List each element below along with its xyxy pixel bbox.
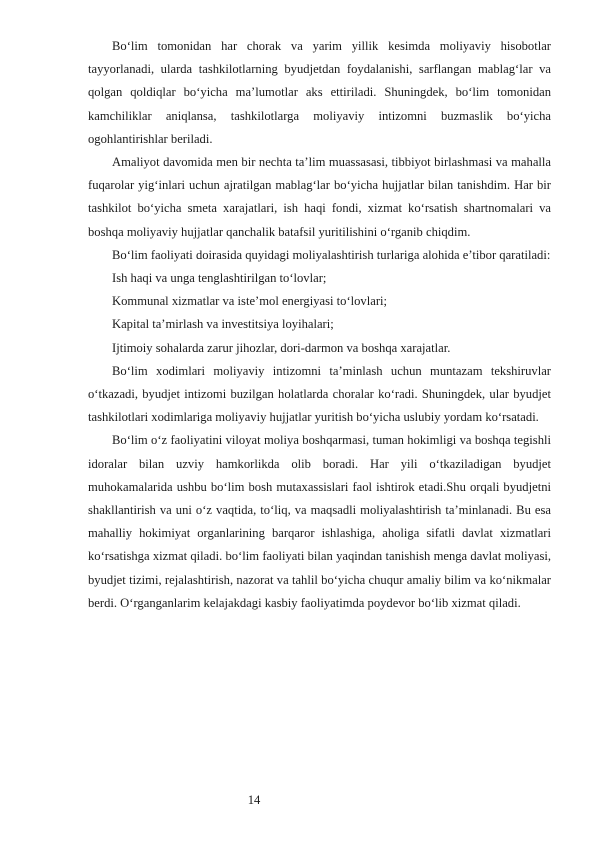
list-item-salary: Ish haqi va unga tenglashtirilgan to‘lovlar; <box>112 271 327 286</box>
paragraph-staff-inspections: Bo‘lim xodimlari moliyaviy intizomni ta’minlash uchun muntazam tekshiruvlar o‘tkazadi, byudjet intizomi buzilgan holatlarda choralar ko‘radi. Shuningdek, ular byudjet tashkilotlari xodimlariga moliyaviy hujjatlar yuritish bo‘yicha uslubiy yordam ko‘rsatadi. <box>88 363 551 425</box>
paragraph-reports: Bo‘lim tomonidan har chorak va yarim yillik kesimda moliyaviy hisobotlar tayyorlanadi, ularda tashkilotlarning byudjetdan foydalanishi, sarflangan mablag‘lar va qolgan qoldiqlar bo‘yicha ma’lumotlar aks ettiriladi. Shuningdek, bo‘lim tomonidan kamchiliklar aniqlansa, tashkilotlarga moliyaviy intizomni buzmaslik bo‘yicha ogohlantirishlar beriladi. <box>88 39 551 146</box>
paragraph-cooperation: Bo‘lim o‘z faoliyatini viloyat moliya boshqarmasi, tuman hokimligi va boshqa tegishli idoralar bilan uzviy hamkorlikda olib boradi. Har yili o‘tkaziladigan byudjet muhokamalarida ushbu bo‘lim bosh mutaxassislari faol ishtirok etadi.Shu orqali byudjetni shakllantirish va uni o‘z vaqtida, to‘liq, va maqsadli moliyalashtirish ta’minlanadi. Bu esa mahalliy hokimiyat organlarining barqaror ishlashiga, aholiga sifatli davlat xizmatlari ko‘rsatishga xizmat qiladi. bo‘lim faoliyati bilan yaqindan tanishish menga davlat moliyasi, byudjet tizimi, rejalashtirish, nazorat va tahlil bo‘yicha chuqur amaliy bilim va ko‘nikmalar berdi. O‘rganganlarim kelajakdagi kasbiy faoliyatimda poydevor bo‘lib xizmat qiladi. <box>88 433 551 610</box>
list-item-capital-repair: Kapital ta’mirlash va investitsiya loyihalari; <box>112 317 334 332</box>
list-item-utilities: Kommunal xizmatlar va iste’mol energiyasi to‘lovlari; <box>112 294 388 309</box>
document-body <box>88 35 551 615</box>
page-number: 14 <box>247 793 261 807</box>
list-item-social-expenses: Ijtimoiy sohalarda zarur jihozlar, dori-darmon va boshqa xarajatlar. <box>112 340 451 355</box>
paragraph-practice: Amaliyot davomida men bir nechta ta’lim muassasasi, tibbiyot birlashmasi va mahalla fuqarolar yig‘inlari uchun ajratilgan mablag‘lar bo‘yicha hujjatlar bilan tanishdim. Har bir tashkilot bo‘yicha smeta xarajatlari, ish haqi fondi, xizmat ko‘rsatish shartnomalari va boshqa moliyaviy hujjatlar qanchalik batafsil yuritilishini o‘rganib chiqdim. <box>88 155 551 239</box>
paragraph-financing-types-intro: Bo‘lim faoliyati doirasida quyidagi moliyalashtirish turlariga alohida e’tibor qaratiladi: <box>112 247 551 262</box>
